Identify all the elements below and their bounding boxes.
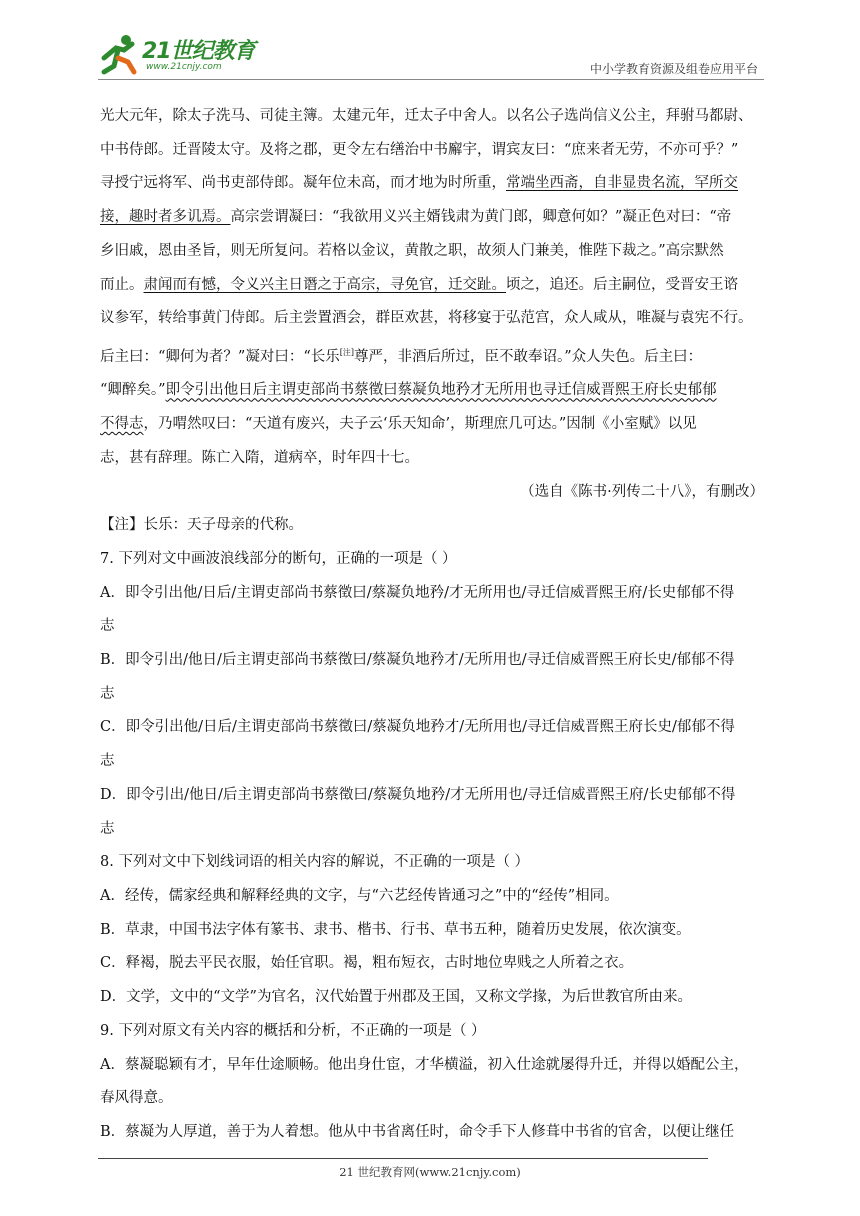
site-logo [98, 32, 268, 76]
document-body [100, 100, 764, 1150]
underlined-text: 肃闻而有憾，令义兴主日谮之于高宗，寻免官，迁交趾。 [143, 276, 506, 293]
passage-line: 寻授宁远将军、尚书吏部侍郎。凝年位未高，而才地为时所重，常端坐西斋，自非显贵名流，罕所交 [100, 175, 738, 192]
option-a-cont: 春风得意。 [100, 1090, 173, 1107]
logo-text: 21世纪教育 [142, 39, 255, 64]
question-stem: 9. 下列对原文有关内容的概括和分析，不正确的一项是（ ） [100, 1022, 486, 1039]
passage-line: 乡旧戚，恩由圣旨，则无所复问。若格以金议，黄散之职，故须人门兼美，惟陛下裁之。”高宗默然 [100, 242, 724, 259]
wavy-underlined-text: 不得志 [100, 416, 144, 433]
option-c[interactable]: C．即令引出他/日后/主谓吏部尚书蔡徵曰/蔡凝负地矜才/无所用也/寻迁信威晋熙王府长史/郁郁不得 [100, 719, 735, 736]
option-b[interactable]: B．草隶，中国书法字体有篆书、隶书、楷书、行书、草书五种，随着历史发展，依次演变。 [100, 921, 691, 938]
option-d[interactable]: D．即令引出/他日/后主谓吏部尚书蔡徵曰/蔡凝负地矜/才无所用也/寻迁信威晋熙王府/长史郁郁不得 [100, 786, 736, 803]
passage-line: 议参军，转给事黄门侍郎。后主尝置酒会，群臣欢甚，将移宴于弘范宫，众人咸从，唯凝与袁宪不行。 [100, 310, 753, 327]
option-d[interactable]: D．文学，文中的“文学”为官名，汉代始置于州郡及王国，又称文学掾，为后世教官所由来。 [100, 989, 692, 1006]
question-stem: 7. 下列对文中画波浪线部分的断句，正确的一项是（ ） [100, 550, 457, 567]
question-7 [100, 543, 764, 846]
option-a[interactable]: A．蔡凝聪颖有才，早年仕途顺畅。他出身仕宦，才华横溢，初入仕途就屡得升迁，并得以婚配公主， [100, 1056, 749, 1073]
logo-url: www.21cnjy.com [146, 62, 222, 72]
passage-line: 志，甚有辞理。陈亡入隋，道病卒，时年四十七。 [100, 449, 419, 466]
footer-divider [98, 1158, 708, 1159]
option-b[interactable]: B．即令引出/他日/后主谓吏部尚书蔡徵曰/蔡凝负地矜才/无所用也/寻迁信威晋熙王府长史/郁郁不得 [100, 652, 735, 669]
question-9 [100, 1015, 764, 1150]
passage-line: “卿醉矣。”即令引出他日后主谓吏部尚书蔡徵曰蔡凝负地矜才无所用也寻迁信威晋熙王府长史郁郁 [100, 382, 717, 399]
passage-line: 不得志，乃喟然叹曰：“天道有废兴，夫子云‘乐天知命’，斯理庶几可达。”因制《小室赋》以见 [100, 416, 697, 433]
passage-line: 后主曰：“卿何为者？”凝对曰：“长乐[注]尊严，非酒后所过，臣不敢奉诏。”众人失色。后主曰： [100, 347, 703, 365]
option-c-cont: 志 [100, 753, 115, 770]
option-a[interactable]: A．即令引出他/日后/主谓吏部尚书蔡徵曰/蔡凝负地矜/才无所用也/寻迁信威晋熙王府/长史郁郁不得 [100, 584, 735, 601]
question-stem: 8. 下列对文中下划线词语的相关内容的解说，不正确的一项是（ ） [100, 854, 530, 871]
underlined-text: 接，趣时者多讥焉。 [100, 209, 231, 226]
option-a[interactable]: A．经传，儒家经典和解释经典的文字，与“六艺经传皆通习之”中的“经传”相同。 [100, 888, 619, 904]
question-8 [100, 846, 764, 1015]
option-c[interactable]: C．释褐，脱去平民衣服，始任官职。褐，粗布短衣，古时地位卑贱之人所着之衣。 [100, 955, 634, 972]
passage-line: 接，趣时者多讥焉。高宗尝谓凝曰：“我欲用义兴主婿钱肃为黄门郎，卿意何如？”凝正色对曰：“帝 [100, 209, 732, 226]
option-b[interactable]: B．蔡凝为人厚道，善于为人着想。他从中书省离任时，命令手下人修葺中书省的官舍，以便让继任 [100, 1123, 735, 1140]
platform-name: 中小学教育资源及组卷应用平台 [589, 62, 758, 76]
annotation-note: 【注】长乐：天子母亲的代称。 [100, 517, 303, 534]
header-divider [98, 79, 764, 80]
option-a-cont: 志 [100, 618, 115, 635]
option-b-cont: 志 [100, 685, 115, 702]
option-d-cont: 志 [100, 820, 115, 837]
page-header [98, 30, 762, 80]
underlined-text: 常端坐西斋，自非显贵名流，罕所交 [506, 175, 738, 192]
note-marker: [注] [339, 347, 354, 357]
wavy-underlined-text: 即令引出他日后主谓吏部尚书蔡徵曰蔡凝负地矜才无所用也寻迁信威晋熙王府长史郁郁 [165, 382, 717, 399]
passage [100, 100, 764, 509]
passage-line: 而止。肃闻而有憾，令义兴主日谮之于高宗，寻免官，迁交趾。顷之，追还。后主嗣位，受晋安王谘 [100, 276, 738, 293]
page-footer: 21 世纪教育网(www.21cnjy.com) [339, 1165, 521, 1179]
runner-logo-icon [98, 32, 142, 76]
passage-source: （选自《陈书·列传二十八》，有删改） [520, 483, 764, 500]
passage-line: 中书侍郎。迁晋陵太守。及将之郡，更令左右缮治中书廨宇，谓宾友曰：“庶来者无劳，不亦可乎？” [100, 141, 739, 158]
passage-line: 光大元年，除太子洗马、司徒主簿。太建元年，迁太子中舍人。以名公子选尚信义公主，拜驸马都尉、 [100, 108, 753, 124]
